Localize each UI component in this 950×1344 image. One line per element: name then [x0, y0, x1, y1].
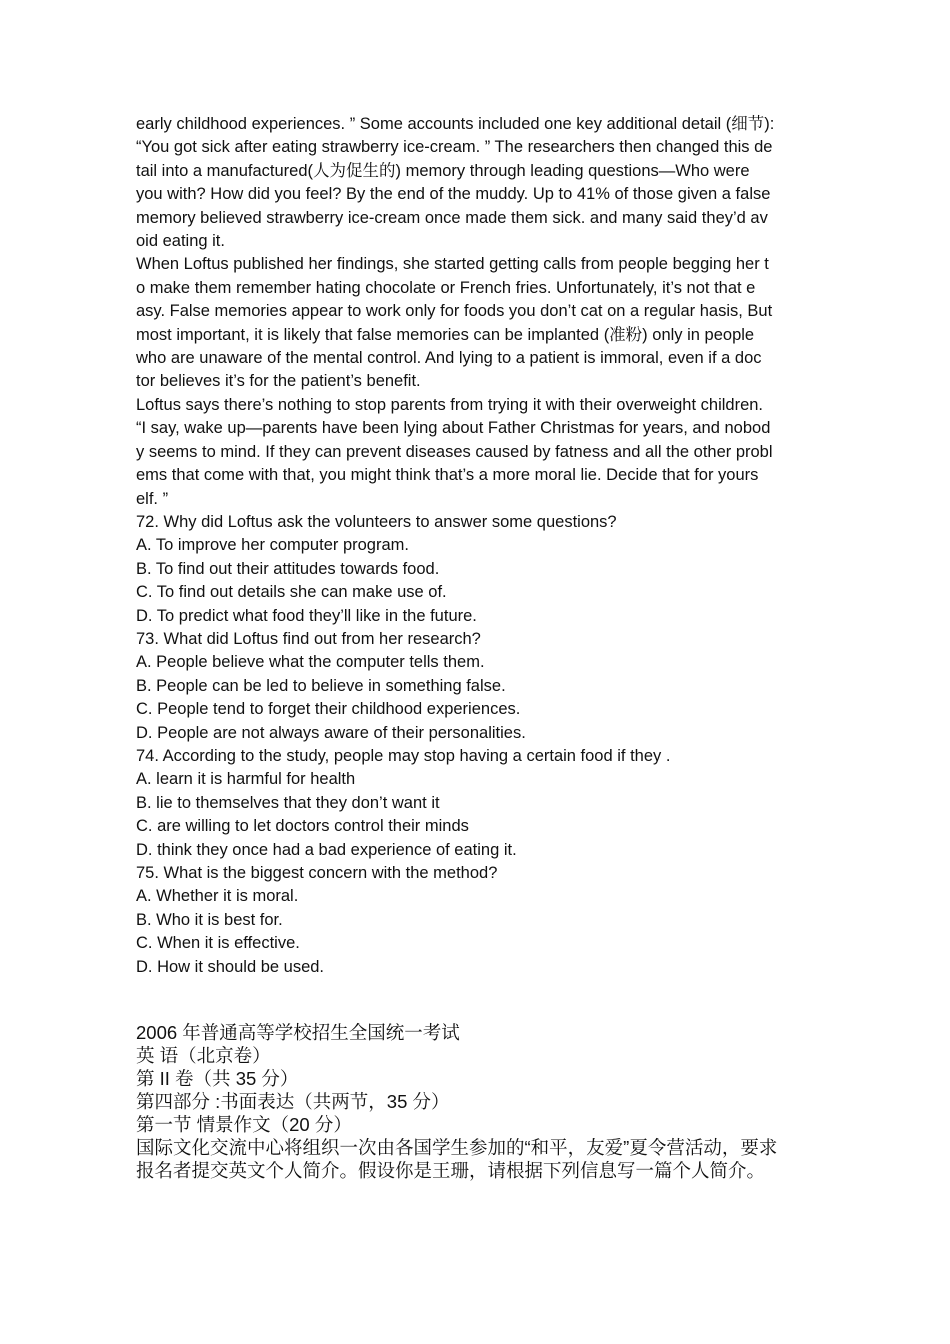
exam-line: 第四部分 :书面表达（共两节，35 分） — [136, 1091, 450, 1113]
answer-option: A. To improve her computer program. — [136, 536, 409, 555]
passage-line: asy. False memories appear to work only for foods you don’t cat on a regular hasis, But — [136, 302, 773, 321]
passage-line: most important, it is likely that false memories can be implanted (准粉) only in people — [136, 325, 755, 344]
passage-line: memory believed strawberry ice-cream once made them sick. and many said they’d av — [136, 208, 768, 227]
passage-line: “You got sick after eating strawberry ice-cream. ” The researchers then changed this de — [136, 138, 773, 157]
answer-option: D. People are not always aware of their personalities. — [136, 723, 526, 742]
passage-line: oid eating it. — [136, 232, 225, 251]
passage-line: y seems to mind. If they can prevent diseases caused by fatness and all the other probl — [136, 442, 773, 461]
answer-option: A. learn it is harmful for health — [136, 770, 356, 789]
passage-line: tail into a manufactured(人为促生的) memory through leading questions—Who were — [136, 161, 750, 180]
answer-option: B. To find out their attitudes towards food. — [136, 559, 440, 578]
answer-option: D. think they once had a bad experience of eating it. — [136, 840, 517, 859]
question-73 — [136, 628, 830, 745]
passage-line: early childhood experiences. ” Some accounts included one key additional detail (细节): — [136, 115, 775, 133]
answer-option: A. People believe what the computer tells them. — [136, 653, 485, 672]
answer-option: C. People tend to forget their childhood experiences. — [136, 700, 521, 719]
passage-line: elf. ” — [136, 489, 169, 508]
question-stem: 74. According to the study, people may stop having a certain food if they . — [136, 746, 671, 765]
question-75 — [136, 862, 830, 979]
question-stem: 72. Why did Loftus ask the volunteers to answer some questions? — [136, 512, 617, 531]
question-stem: 73. What did Loftus find out from her research? — [136, 629, 481, 648]
passage-line: When Loftus published her findings, she started getting calls from people begging her t — [136, 255, 769, 274]
passage-line: you with? How did you feel? By the end of the muddy. Up to 41% of those given a false — [136, 185, 771, 204]
passage-line: ems that come with that, you might think that’s a more moral lie. Decide that for yours — [136, 466, 759, 485]
answer-option: A. Whether it is moral. — [136, 887, 299, 906]
answer-option: B. People can be led to believe in something false. — [136, 676, 506, 695]
answer-option: C. To find out details she can make use of. — [136, 583, 447, 602]
exam-line: 第 II 卷（共 35 分） — [136, 1068, 299, 1090]
question-72 — [136, 511, 830, 628]
reading-passage — [136, 113, 830, 511]
answer-option: D. How it should be used. — [136, 957, 325, 976]
answer-option: B. Who it is best for. — [136, 910, 283, 929]
exam-line: 英 语（北京卷） — [136, 1045, 271, 1067]
answer-option: C. are willing to let doctors control their minds — [136, 817, 469, 836]
answer-option: B. lie to themselves that they don’t want it — [136, 793, 440, 812]
question-stem: 75. What is the biggest concern with the method? — [136, 864, 498, 882]
passage-line: o make them remember hating chocolate or French fries. Unfortunately, it’s not that e — [136, 278, 756, 297]
question-74 — [136, 745, 830, 862]
answer-option: D. To predict what food they’ll like in the future. — [136, 606, 477, 625]
exam-line: 报名者提交英文个人简介。假设你是王珊，请根据下列信息写一篇个人简介。 — [136, 1160, 766, 1182]
exam-line: 2006 年普通高等学校招生全国统一考试 — [136, 1022, 460, 1044]
question-list — [136, 511, 830, 979]
passage-line: tor believes it’s for the patient’s benefit. — [136, 372, 421, 391]
exam-section — [136, 1021, 830, 1182]
passage-line: “I say, wake up—parents have been lying about Father Christmas for years, and nobod — [136, 419, 771, 438]
passage-line: who are unaware of the mental control. And lying to a patient is immoral, even if a doc — [136, 349, 762, 368]
exam-line: 国际文化交流中心将组织一次由各国学生参加的“和平，友爱”夏令营活动，要求 — [136, 1137, 778, 1159]
passage-line: Loftus says there’s nothing to stop parents from trying it with their overweight children. — [136, 395, 764, 414]
answer-option: C. When it is effective. — [136, 934, 300, 953]
exam-line: 第一节 情景作文（20 分） — [136, 1114, 352, 1136]
